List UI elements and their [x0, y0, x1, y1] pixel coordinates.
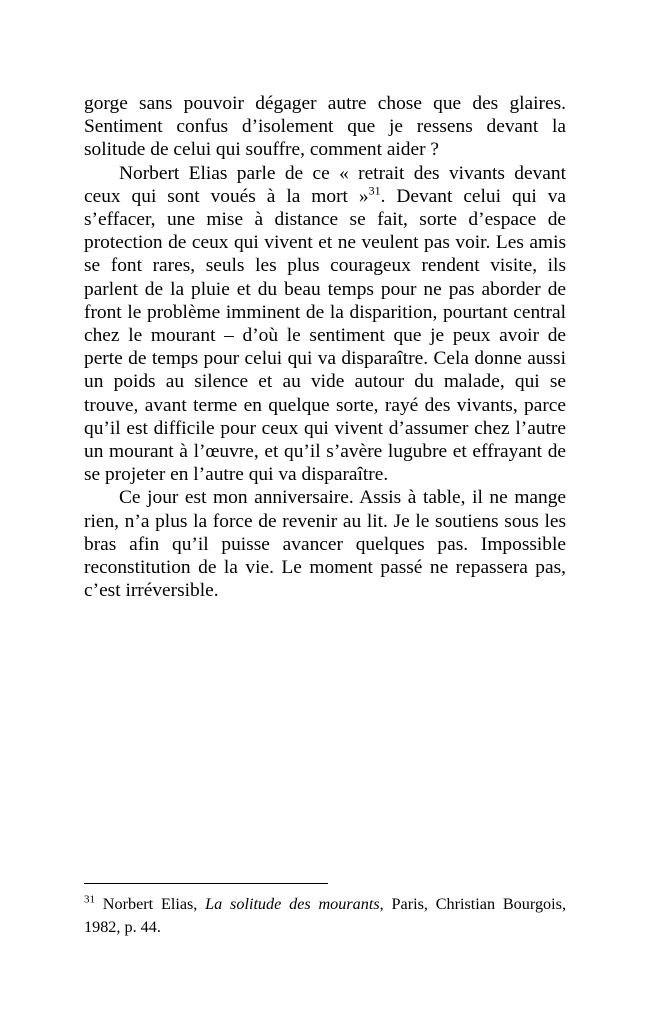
paragraph-2-text-start: Norbert Elias parle de ce « retrait des vivants devant ceux qui sont voués à la mort » — [84, 162, 566, 207]
footnote — [84, 893, 566, 938]
paragraph-2-text-end: . Devant celui qui va s’effacer, une mise à distance se fait, sorte d’espace de protection de ceux qui vivent et ne veulent pas voir. Les amis se font rares, seuls les plus courageux rendent visite, ils parlent de la pluie et du beau temps pour ne pas aborder de front le problème imminent de la disparition, pourtant central chez le mourant – d’où le sentiment que je peux avoir de perte de temps pour celui qui va disparaître. Cela donne aussi un poids au silence et au vide autour du malade, qui se trouve, avant terme en quelque sorte, rayé des vivants, parce qu’il est difficile pour ceux qui vivent d’assumer chez l’autre un mourant à l’œuvre, et qu’il s’avère lugubre et effrayant de se projeter en l’autre qui va disparaître. — [84, 185, 566, 486]
footnote-reference[interactable]: 31 — [368, 183, 381, 198]
paragraph-2 — [84, 162, 566, 487]
footnote-publication: , Paris, Christian Bourgois, 1982, p. 44. — [84, 895, 566, 936]
page-body — [84, 92, 566, 602]
footnote-title: La solitude des mourants — [205, 895, 380, 913]
footnote-separator — [84, 883, 328, 884]
paragraph-3: Ce jour est mon anniversaire. Assis à table, il ne mange rien, n’a plus la force de revenir au lit. Je le soutiens sous les bras afin qu’il puisse avancer quelques pas. Impossible reconstitution de la vie. Le moment passé ne repassera pas, c’est irréversible. — [84, 487, 566, 602]
footnote-author: Norbert Elias, — [95, 895, 206, 913]
paragraph-1: gorge sans pouvoir dégager autre chose que des glaires. Sentiment confus d’isolement que je ressens devant la solitude de celui qui souffre, comment aider ? — [84, 93, 566, 161]
footnote-number: 31 — [84, 893, 95, 906]
